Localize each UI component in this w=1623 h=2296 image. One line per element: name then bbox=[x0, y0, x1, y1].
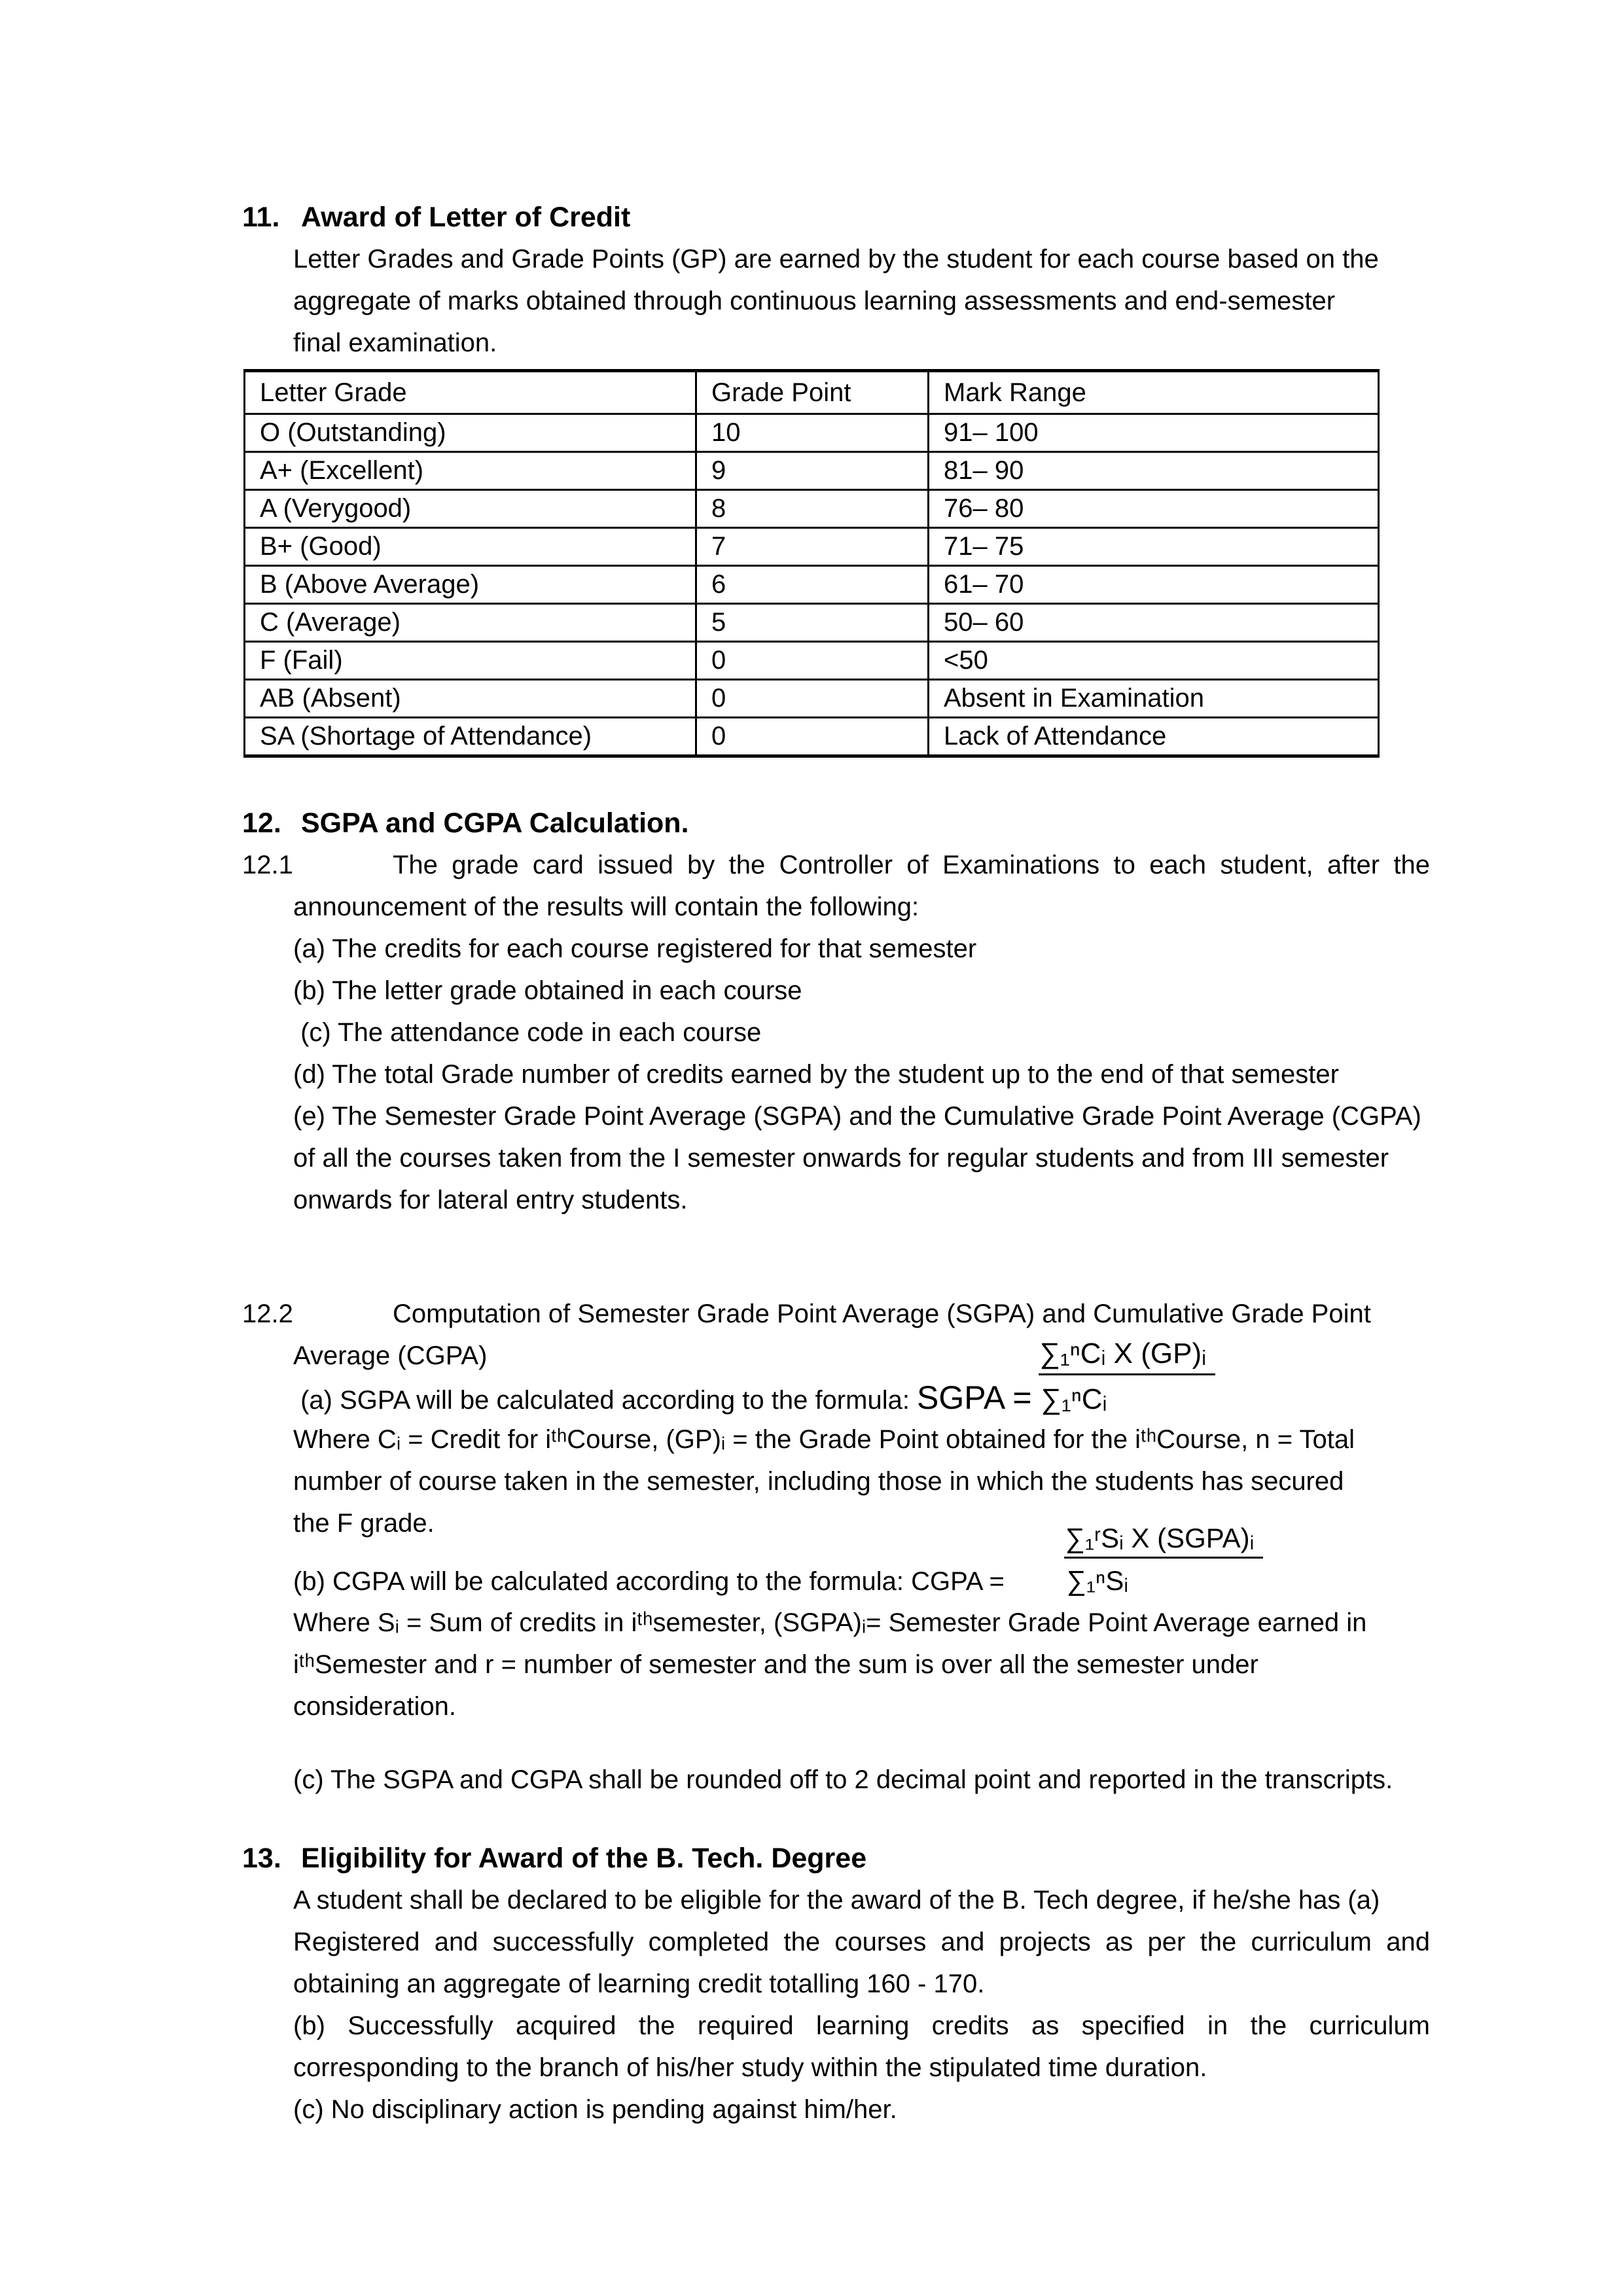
sgpa-cgpa-rounding-line: (c) The SGPA and CGPA shall be rounded off to 2 decimal point and reported in the transcripts. bbox=[293, 1765, 1393, 1794]
table-row bbox=[245, 566, 1379, 604]
sgpa-fraction bbox=[1039, 1337, 1207, 1421]
table-cell: SA (Shortage of Attendance) bbox=[245, 718, 696, 756]
section11-paragraph bbox=[293, 238, 1430, 364]
text-line: number of course taken in the semester, including those in which the students has secured bbox=[293, 1467, 1344, 1496]
table-cell: 6 bbox=[696, 566, 929, 604]
table-cell: <50 bbox=[929, 642, 1379, 680]
sgpa-formula-prefix: (a) SGPA will be calculated according to the formula: bbox=[293, 1386, 918, 1415]
grade-table-header-row bbox=[245, 371, 1379, 414]
table-row bbox=[245, 718, 1379, 756]
section13-lines bbox=[293, 1879, 1430, 2130]
table-row bbox=[245, 452, 1379, 490]
table-cell: 7 bbox=[696, 528, 929, 566]
text-line: The grade card issued by the Controller of Examinations to each student, after the bbox=[393, 851, 1430, 879]
table-cell: 76– 80 bbox=[929, 490, 1379, 528]
section-11-body bbox=[242, 238, 1430, 364]
text-line: (d) The total Grade number of credits earned by the student up to the end of that semester bbox=[293, 1060, 1339, 1089]
table-row bbox=[245, 414, 1379, 452]
table-row bbox=[245, 604, 1379, 642]
sgpa-fraction-numerator: ∑₁ⁿCᵢ X (GP)ᵢ bbox=[1039, 1337, 1216, 1375]
table-cell: 91– 100 bbox=[929, 414, 1379, 452]
sub121-lines bbox=[293, 844, 1430, 1221]
table-cell: Lack of Attendance bbox=[929, 718, 1379, 756]
grade-table-body bbox=[245, 414, 1379, 756]
section-12-heading bbox=[242, 802, 1430, 844]
table-row bbox=[245, 528, 1379, 566]
text-line: (a) The credits for each course registered for that semester bbox=[293, 934, 977, 963]
text-line: (c) The attendance code in each course bbox=[293, 1018, 762, 1047]
table-cell: 0 bbox=[696, 680, 929, 718]
subsection-12-2-number: 12.2 bbox=[242, 1299, 293, 1328]
text-line: corresponding to the branch of his/her study within the stipulated time duration. bbox=[293, 2053, 1207, 2082]
table-cell: 81– 90 bbox=[929, 452, 1379, 490]
text-line: (c) No disciplinary action is pending against him/her. bbox=[293, 2095, 897, 2124]
section-13-title: Eligibility for Award of the B. Tech. Degree bbox=[301, 1843, 867, 1874]
table-cell: A (Verygood) bbox=[245, 490, 696, 528]
table-cell: 0 bbox=[696, 642, 929, 680]
text-line: of all the courses taken from the I semester onwards for regular students and from III semester bbox=[293, 1144, 1389, 1173]
cgpa-formula-lhs: CGPA = bbox=[911, 1567, 1012, 1596]
table-cell: 61– 70 bbox=[929, 566, 1379, 604]
text-line: (b) Successfully acquired the required learning credits as specified in the curriculum bbox=[293, 2011, 1430, 2040]
section-13-heading bbox=[242, 1837, 1430, 1879]
text-line: (e) The Semester Grade Point Average (SGPA) and the Cumulative Grade Point Average (CGPA) bbox=[293, 1102, 1421, 1131]
table-cell: B+ (Good) bbox=[245, 528, 696, 566]
table-cell: A+ (Excellent) bbox=[245, 452, 696, 490]
table-cell: 50– 60 bbox=[929, 604, 1379, 642]
cgpa-fraction bbox=[1065, 1522, 1255, 1602]
text-line: iᵗʰSemester and r = number of semester and the sum is over all the semester under bbox=[293, 1650, 1258, 1679]
cgpa-fraction-numerator: ∑₁ʳSᵢ X (SGPA)ᵢ bbox=[1064, 1523, 1263, 1559]
table-cell: 71– 75 bbox=[929, 528, 1379, 566]
table-cell: F (Fail) bbox=[245, 642, 696, 680]
text-line: announcement of the results will contain the following: bbox=[293, 892, 919, 921]
section-13-body bbox=[242, 1879, 1430, 2130]
text-line: Where Cᵢ = Credit for iᵗʰCourse, (GP)ᵢ = the Grade Point obtained for the iᵗʰCourse, n = Total bbox=[293, 1425, 1355, 1454]
section-13-number: 13. bbox=[242, 1843, 281, 1874]
section-12-number: 12. bbox=[242, 807, 281, 839]
cgpa-formula-prefix: (b) CGPA will be calculated according to the formula: bbox=[293, 1567, 912, 1596]
table-header-cell: Grade Point bbox=[696, 371, 929, 414]
subsection-12-1-number: 12.1 bbox=[242, 851, 293, 879]
text-line: (b) The letter grade obtained in each course bbox=[293, 976, 802, 1005]
text-line: A student shall be declared to be eligible for the award of the B. Tech degree, if he/she has (a) bbox=[293, 1886, 1380, 1915]
table-row bbox=[245, 490, 1379, 528]
table-cell: 8 bbox=[696, 490, 929, 528]
table-cell: O (Outstanding) bbox=[245, 414, 696, 452]
table-row bbox=[245, 642, 1379, 680]
subsection-12-2-heading-line1: Computation of Semester Grade Point Average (SGPA) and Cumulative Grade Point bbox=[393, 1299, 1371, 1328]
text-line: consideration. bbox=[293, 1692, 457, 1721]
table-cell: 10 bbox=[696, 414, 929, 452]
section-11-heading bbox=[242, 196, 1430, 238]
sgpa-formula-lhs: SGPA = bbox=[917, 1379, 1041, 1416]
table-cell: B (Above Average) bbox=[245, 566, 696, 604]
sgpa-fraction-denominator: ∑₁ⁿCᵢ bbox=[1041, 1383, 1107, 1415]
document-content bbox=[242, 196, 1430, 2130]
text-line: Registered and successfully completed the courses and projects as per the curriculum and bbox=[293, 1928, 1430, 1956]
table-cell: 9 bbox=[696, 452, 929, 490]
table-cell: Absent in Examination bbox=[929, 680, 1379, 718]
text-line: aggregate of marks obtained through continuous learning assessments and end-semester bbox=[293, 287, 1336, 315]
subsection-12-1 bbox=[242, 844, 1430, 1221]
subsection-12-2-heading-line2: Average (CGPA) bbox=[293, 1341, 488, 1370]
subsection-12-2 bbox=[242, 1293, 1430, 1801]
table-cell: 5 bbox=[696, 604, 929, 642]
table-cell: C (Average) bbox=[245, 604, 696, 642]
cgpa-where-lines bbox=[293, 1602, 1430, 1727]
section-11-number: 11. bbox=[242, 202, 280, 233]
sgpa-formula bbox=[917, 1337, 1207, 1416]
text-line: Letter Grades and Grade Points (GP) are earned by the student for each course based on the bbox=[293, 245, 1379, 274]
text-line: final examination. bbox=[293, 328, 497, 357]
section-11-title: Award of Letter of Credit bbox=[301, 202, 631, 233]
text-line: the F grade. bbox=[293, 1509, 435, 1538]
table-header-cell: Mark Range bbox=[929, 371, 1379, 414]
grade-table bbox=[243, 369, 1380, 758]
text-line: onwards for lateral entry students. bbox=[293, 1186, 688, 1214]
cgpa-fraction-denominator: ∑₁ⁿSᵢ bbox=[1066, 1565, 1128, 1596]
table-cell: 0 bbox=[696, 718, 929, 756]
text-line: Where Sᵢ = Sum of credits in iᵗʰsemester, (SGPA)ᵢ= Semester Grade Point Average earned in bbox=[293, 1608, 1367, 1637]
table-header-cell: Letter Grade bbox=[245, 371, 696, 414]
section-12-title: SGPA and CGPA Calculation. bbox=[301, 807, 689, 839]
table-row bbox=[245, 680, 1379, 718]
text-line: obtaining an aggregate of learning credit totalling 160 - 170. bbox=[293, 1969, 985, 1998]
table-cell: AB (Absent) bbox=[245, 680, 696, 718]
